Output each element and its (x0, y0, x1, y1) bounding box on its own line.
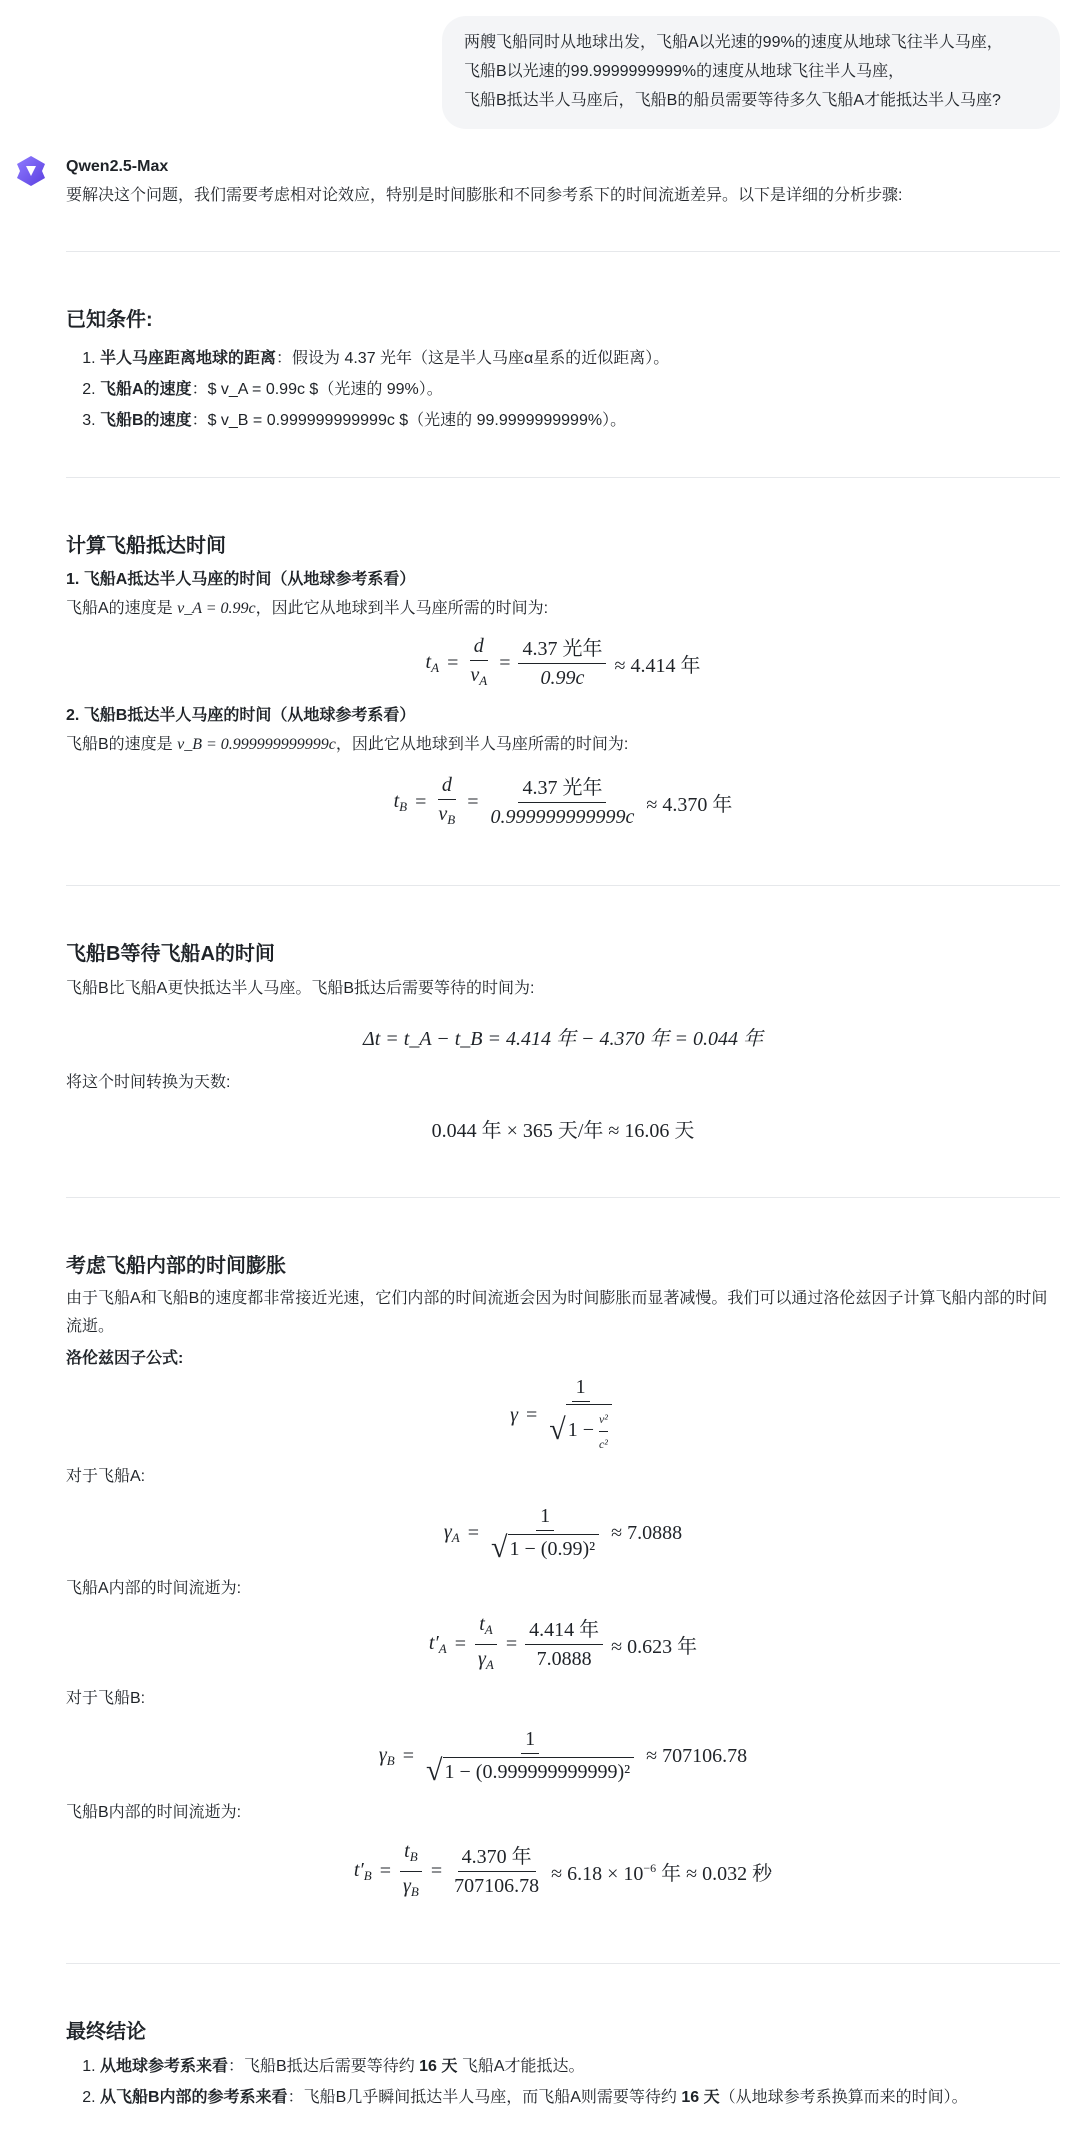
known-list (66, 343, 1060, 436)
equation-delta-t: Δt = t_A − t_B = 4.414 年 − 4.370 年 = 0.044 年 (363, 1027, 763, 1050)
equation-gamma-b: $\gamma_B$ = 1 √ 1 − (0.999999999999)² ≈ 707106.78 (378, 1727, 748, 1787)
subsection-title-b: 2. 飞船B抵达半人马座的时间（从地球参考系看） (66, 707, 416, 724)
assistant-response (66, 180, 1060, 2113)
divider (66, 251, 1060, 252)
equation-days: 0.044 年 × 365 天/年 ≈ 16.06 天 (431, 1119, 695, 1142)
speed-b-text: 飞船B的速度是 v_B = 0.999999999999c，因此它从地球到半人马座所需的时间为: (66, 736, 629, 753)
convert-text: 将这个时间转换为天数: (66, 1074, 231, 1091)
equation-time-a: $t'_A$ = $\frac{t_A}{\gamma_A}$ = $\frac{\text{4.414 年}}{7.0888}$ ≈ 0.623 年 (428, 1612, 698, 1672)
for-a-label: 对于飞船A: (66, 1468, 146, 1485)
divider (66, 477, 1060, 478)
conclusion-list (66, 2051, 1060, 2113)
list-item: 2. 从飞船B内部的参考系来看：飞船B几乎瞬间抵达半人马座，而飞船A则需要等待约 16 天（从地球参考系换算而来的时间）。 (100, 2082, 1060, 2113)
list-item: 2. 飞船A的速度：$ v_A = 0.99c $（光速的 99%）。 (100, 374, 1060, 405)
section-title-conclusion: 最终结论 (66, 2021, 146, 2043)
section-title-known: 已知条件: (66, 309, 153, 331)
section-title-wait: 飞船B等待飞船A的时间 (66, 943, 275, 965)
divider (66, 1963, 1060, 1964)
wait-text: 飞船B比飞船A更快抵达半人马座。飞船B抵达后需要等待的时间为: (66, 980, 535, 997)
equation-ta: $t_A$ = $\frac{d}{v_A}$ = $\frac{\text{4.37 光年}}{0.99c}$ ≈ 4.414 年 (425, 634, 701, 689)
equation-gamma-a: $\gamma_A$ = 1 √ 1 − (0.99)² ≈ 7.0888 (443, 1504, 683, 1564)
user-message-bubble (442, 16, 1060, 129)
speed-a-text: 飞船A的速度是 v_A = 0.99c，因此它从地球到半人马座所需的时间为: (66, 600, 549, 617)
user-message-line: 飞船B以光速的99.9999999999%的速度从地球飞往半人马座， (464, 63, 905, 80)
user-message-line: 飞船B抵达半人马座后，飞船B的船员需要等待多久飞船A才能抵达半人马座? (464, 92, 1001, 109)
list-item: 3. 飞船B的速度：$ v_B = 0.999999999999c $（光速的 99.9999999999%）。 (100, 405, 1060, 436)
formula-label: 洛伦兹因子公式: (66, 1350, 184, 1367)
list-item: 1. 半人马座距离地球的距离：假设为 4.37 光年（这是半人马座α星系的近似距离）。 (100, 343, 1060, 374)
dilation-text: 由于飞船A和飞船B的速度都非常接近光速，它们内部的时间流逝会因为时间膨胀而显著减慢。我们可以通过洛伦兹因子计算飞船内部的时间流逝。 (66, 1290, 1048, 1335)
model-name: Qwen2.5-Max (66, 158, 169, 175)
section-title-dilation: 考虑飞船内部的时间膨胀 (66, 1255, 286, 1277)
user-message-line: 两艘飞船同时从地球出发，飞船A以光速的99%的速度从地球飞往半人马座， (464, 34, 1003, 51)
time-b-label: 飞船B内部的时间流逝为: (66, 1804, 242, 1821)
divider (66, 885, 1060, 886)
for-b-label: 对于飞船B: (66, 1690, 146, 1707)
equation-tb: $t_B$ = $\frac{d}{v_B}$ = $\frac{\text{4.37 光年}}{0.999999999999c}$ ≈ 4.370 年 (393, 773, 733, 828)
qwen-logo-icon (14, 154, 48, 188)
divider (66, 1197, 1060, 1198)
equation-time-b: $t'_B$ = $\frac{t_B}{\gamma_B}$ = $\frac{\text{4.370 年}}{707106.78}$ ≈ $6.18 \times 10^{-6}$ 年 ≈ 0.032 秒 (353, 1839, 773, 1899)
list-item: 1. 从地球参考系来看：飞船B抵达后需要等待约 16 天 飞船A才能抵达。 (100, 2051, 1060, 2082)
section-title-arrival: 计算飞船抵达时间 (66, 535, 226, 557)
equation-lorentz: γ = 1 √ 1 − $\frac{\text{v²}}{\text{c²}}$ (66, 1373, 1060, 1457)
intro-text: 要解决这个问题，我们需要考虑相对论效应，特别是时间膨胀和不同参考系下的时间流逝差异。以下是详细的分析步骤: (66, 187, 903, 204)
subsection-title-a: 1. 飞船A抵达半人马座的时间（从地球参考系看） (66, 571, 416, 588)
time-a-label: 飞船A内部的时间流逝为: (66, 1580, 242, 1597)
